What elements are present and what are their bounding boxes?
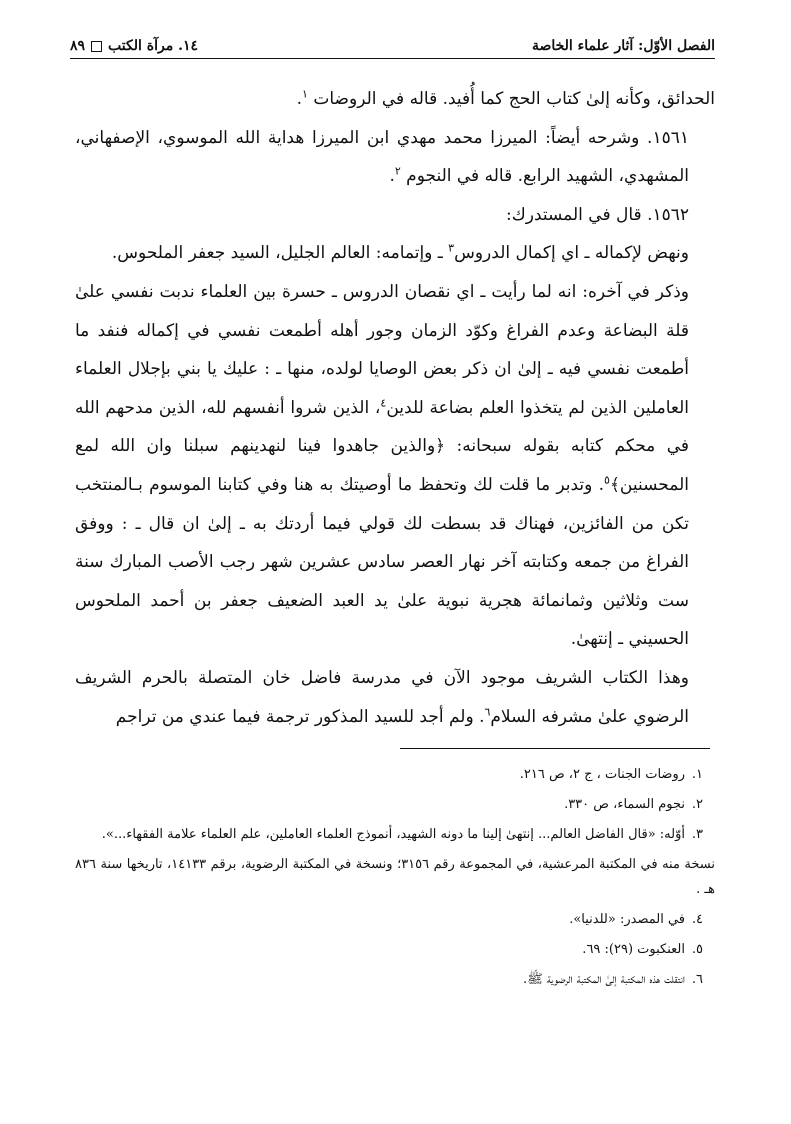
footnote-note: نسخة منه في المكتبة المرعشية، في المجموعة رقم ٣١٥٦؛ ونسخة في المكتبة الرضوية، برقم ١٤١٣٣، تاريخها سنة ٨٣٦ هـ . [75,857,715,897]
page-number: ٨٩ [70,38,86,54]
footnote-ref: ٦ [484,704,491,718]
footnote: ٦. انتقلت هذه المكتبة إلىٰ المكتبة الرضوية ﷺ. [523,972,703,987]
footnote-ref: ٤ [380,396,387,410]
paragraph: ونهض لإكماله ـ اي إكمال الدروس$^٣$ ـ وإتمامه: العالم الجليل، السيد جعفر الملحوس. [111,241,689,264]
footnote-ref: ٥ [604,473,610,487]
paragraph: ١٥٦٢. قال في المستدرك: [506,204,689,225]
book-reference [70,38,198,54]
footnote-divider [400,748,710,749]
page-header [70,34,715,58]
square-separator-icon [91,41,102,52]
paragraph: وذكر في آخره: انه لما رأيت ـ اي نقصان الدروس ـ حسرة بين العلماء ندبت نفسي علىٰ قلة البضاعة وعدم الفراغ وكوّد الزمان وجور أهله أطمعت نفسي في إكماله فنفد ما أطمعت نفسي فيه ـ إلىٰ ان ذكر بعض الوصايا لولده، منها ـ : عليك يا بني بإجلال العلماء العاملين الذين لم يتخذوا العلم بضاعة للدين$^٤$، الذين شروا أنفسهم لله، الذين مدحهم الله في محكم كتابه بقوله سبحانه: ﴿والذين جاهدوا فينا لنهدينهم سبلنا وان الله لمع المحسنين﴾$^٥$. وتدبر ما قلت لك وتحفظ ما أوصيتك به هنا وفي كتابنا الموسوم بـالمنتخب تكن من الفائزين، فهناك قد بسطت لك قولي فيما أردتك به ـ إلىٰ ان قال ـ : ووفق الفراغ من جمعه وكتابته آخر نهار العصر سادس عشرين شهر رجب الأصب المبارك سنة ست وثلاثين وثمانمائة هجرية نبوية علىٰ يد العبد الضعيف جعفر بن أحمد الملحوس الحسيني ـ إنتهىٰ. [75,281,689,650]
paragraph: ١٥٦١. وشرحه أيضاً: الميرزا محمد مهدي ابن الميرزا هداية الله الموسوي، الإصفهاني، المشهدي، الشهيد الرابع. قاله في النجوم $^٢$. [75,127,689,187]
footnote: ١. روضات الجنات ، ج ٢، ص ٢١٦. [519,767,703,782]
main-text [75,80,715,736]
footnote: ٢. نجوم السماء، ص ٣٣٠. [564,797,703,812]
footnote: ٣. أوّله: «قال الفاضل العالم... إنتهىٰ إلينا ما دونه الشهيد، أنموذج العلماء العاملين، علم العلماء علامة الفقهاء...». [101,827,703,842]
footnote-ref: ٣ [448,241,455,255]
paragraph: وهذا الكتاب الشريف موجود الآن في مدرسة فاضل خان المتصلة بالحرم الشريف الرضوي علىٰ مشرفه السلام$^٦$. ولم أجد للسيد المذكور ترجمة فيما عندي من تراجم [75,667,689,727]
book-title: ١٤. مرآة الكتب [108,38,199,54]
header-divider [70,58,715,59]
footnote-ref: ١ [302,87,308,101]
footnotes [75,762,715,997]
footnote: ٤. في المصدر: «للدنيا». [569,912,703,927]
footnote: ٥. العنكبوت (٢٩): ٦٩. [582,942,703,957]
chapter-title: الفصل الأوّل: آثار علماء الخاصة [531,38,715,54]
footnote-ref: ٢ [394,164,401,178]
paragraph: الحدائق، وكأنه إلىٰ كتاب الحج كما أُفيد. قاله في الروضات $^١$. [296,87,715,109]
